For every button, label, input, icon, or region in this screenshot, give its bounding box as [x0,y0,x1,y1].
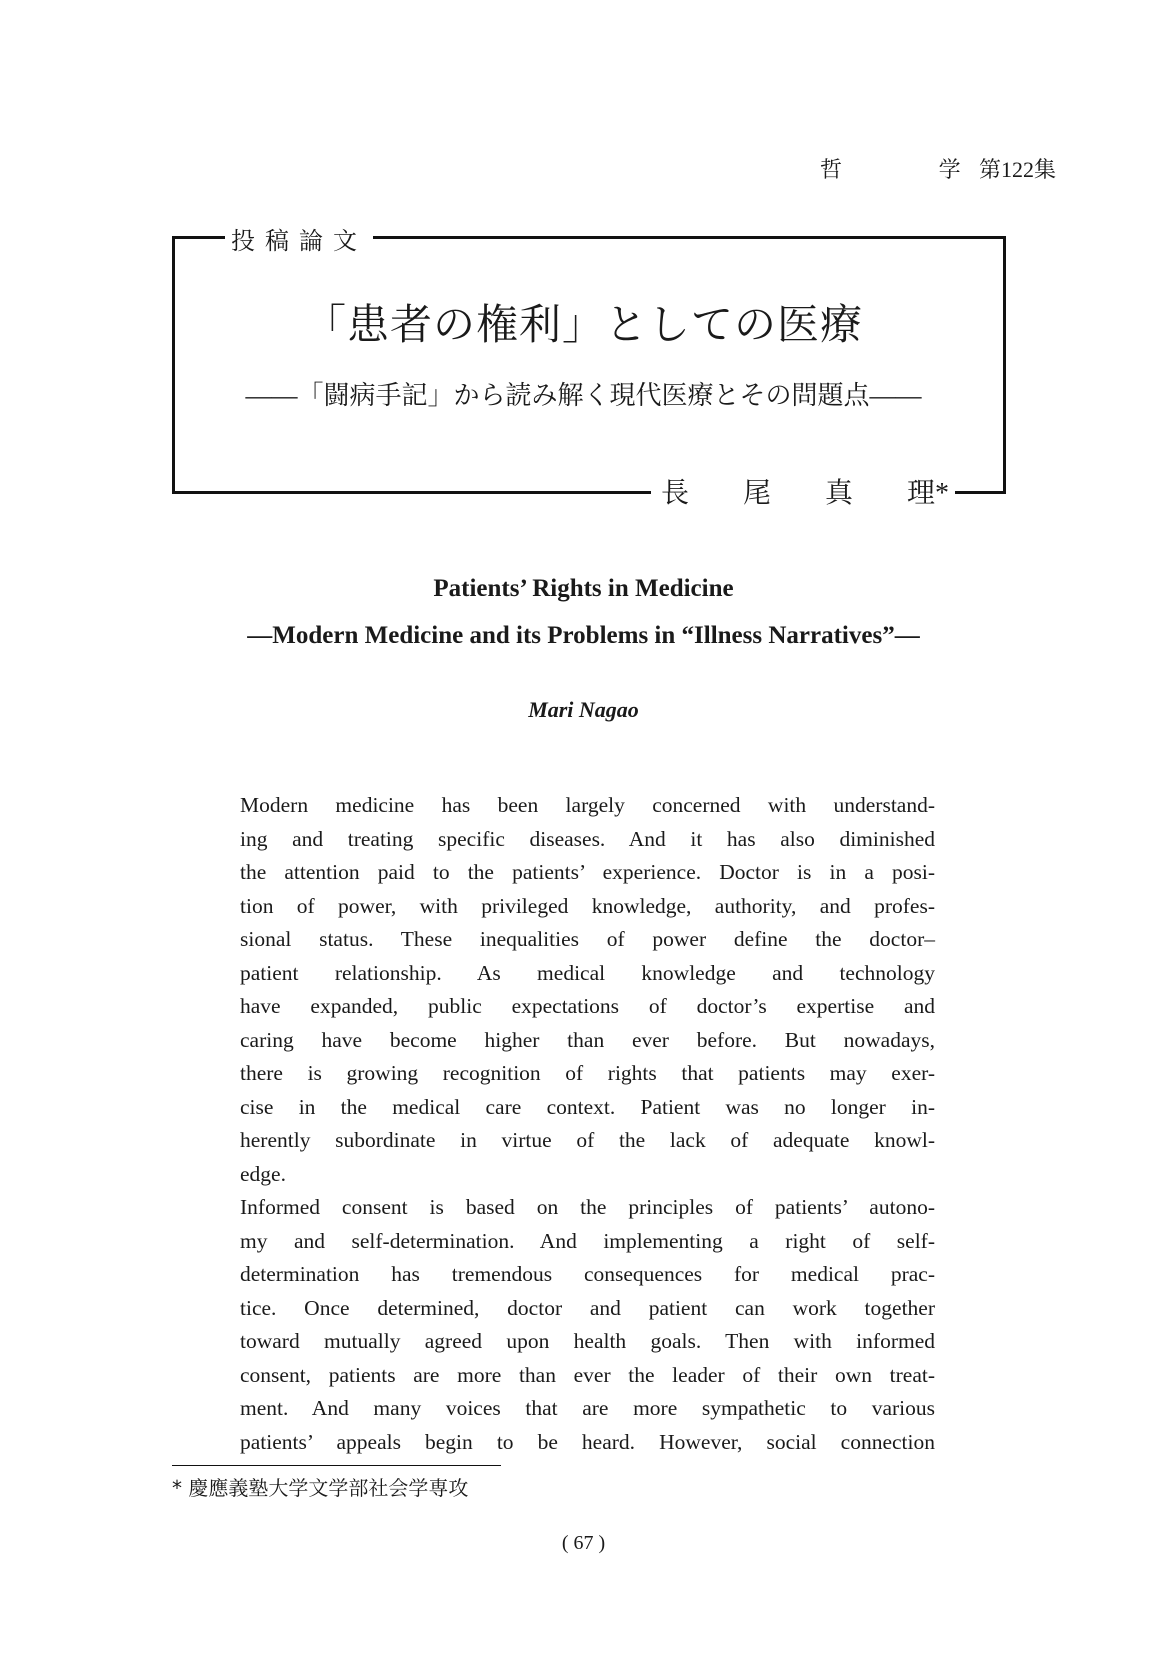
abstract-line: Informed consent is based on the principles of patients’ autono- [240,1195,935,1219]
abstract [240,789,935,1459]
abstract-line: ing and treating specific diseases. And it has also diminished [240,826,935,851]
journal-name-1: 哲 [820,157,843,182]
abstract-line: ment. And many voices that are more sympathetic to various [240,1396,935,1420]
journal-header [820,153,1056,184]
subtitle-ja: ――「闘病手記」から読み解く現代医療とその問題点―― [245,381,922,410]
author-char: 長 [660,478,689,509]
abstract-line: tion of power, with privileged knowledge, authority, and profes- [240,893,935,918]
subtitle-en: ―Modern Medicine and its Problems in “Illness Narratives”― [247,622,920,649]
page-number: ( 67 ) [561,1532,606,1554]
abstract-line: Modern medicine has been largely concerned with understand- [240,793,935,817]
abstract-line: cise in the medical care context. Patient was no longer in- [240,1094,935,1119]
abstract-line: the attention paid to the patients’ experience. Doctor is in a posi- [240,860,935,884]
abstract-line: my and self-determination. And implementing a right of self- [240,1228,935,1253]
abstract-line: tice. Once determined, doctor and patient can work together [240,1295,935,1320]
author-char: 理* [906,478,949,509]
author-ja [651,471,955,511]
title-ja: 「患者の権利」としての医療 [303,303,863,349]
abstract-line: sional status. These inequalities of power define the doctor– [240,927,935,951]
abstract-line: caring have become higher than ever before. But nowadays, [240,1027,935,1052]
article-type-label: 投稿論文 [225,221,373,256]
abstract-line: toward mutually agreed upon health goals. Then with informed [240,1329,935,1353]
abstract-line: patient relationship. As medical knowledge and technology [240,960,935,985]
abstract-line: there is growing recognition of rights that patients may exer- [240,1061,935,1085]
author-char: 真 [824,478,853,509]
abstract-line: edge. [240,1161,286,1186]
footnote: * 慶應義塾大学文学部社会学専攻 [172,1476,469,1500]
footnote-rule [172,1465,501,1466]
abstract-line: have expanded, public expectations of doctor’s expertise and [240,994,935,1018]
abstract-line: herently subordinate in virtue of the lack of adequate knowl- [240,1128,935,1152]
author-en: Mari Nagao [528,697,639,722]
author-char: 尾 [742,478,771,509]
journal-name-2: 学 [938,157,961,182]
title-en: Patients’ Rights in Medicine [433,575,734,602]
abstract-line: consent, patients are more than ever the leader of their own treat- [240,1362,935,1387]
abstract-line: determination has tremendous consequences for medical prac- [240,1262,935,1286]
abstract-line: patients’ appeals begin to be heard. However, social connection [240,1429,935,1454]
journal-volume: 第122集 [978,157,1056,182]
title-box [172,229,1006,509]
